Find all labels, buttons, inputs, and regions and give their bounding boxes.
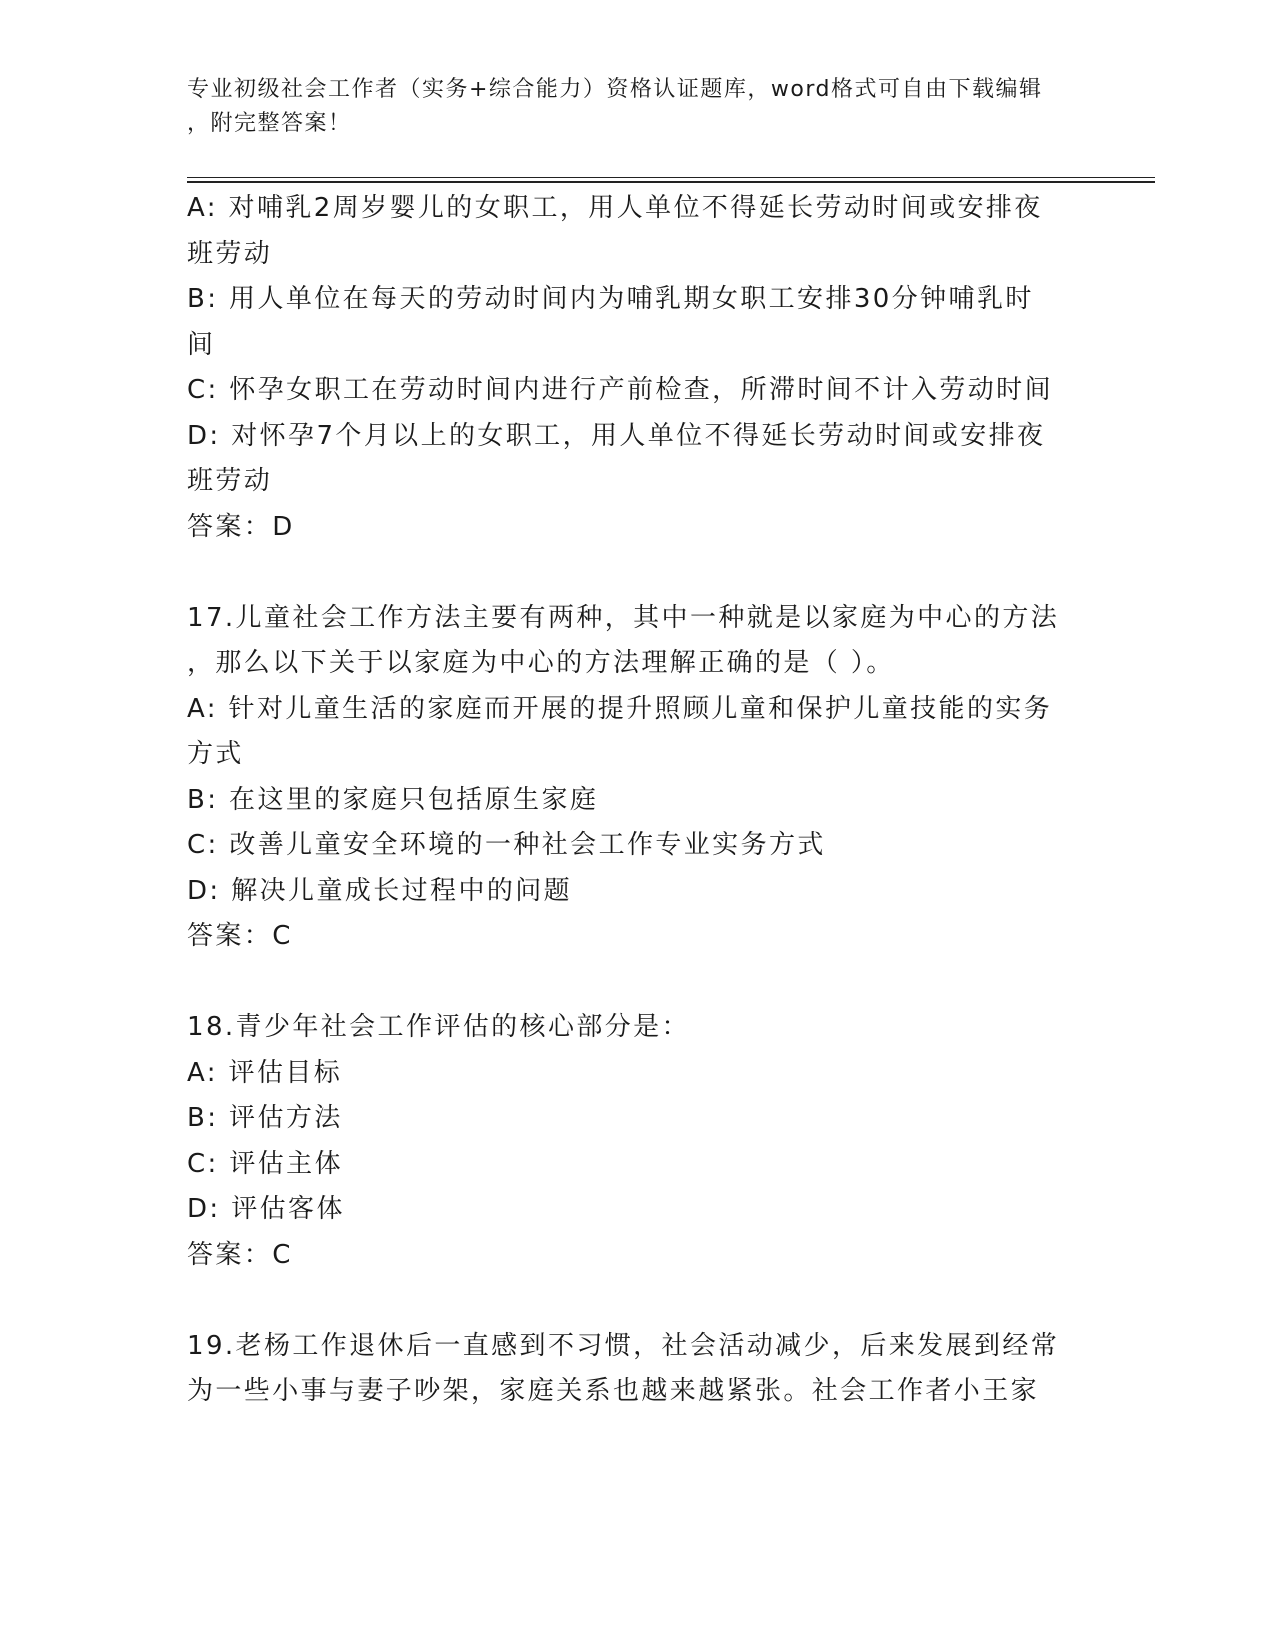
document-body — [187, 186, 1087, 1415]
question-19-block — [187, 1324, 1087, 1415]
q16-option-a-line-1: A: 对哺乳2周岁婴儿的女职工，用人单位不得延长劳动时间或安排夜 — [187, 193, 1043, 223]
header-title-line-2: ，附完整答案！ — [187, 111, 352, 136]
q16-answer: 答案：D — [187, 511, 295, 542]
q16-option-b-line-1: B: 用人单位在每天的劳动时间内为哺乳期女职工安排30分钟哺乳时 — [187, 284, 1034, 314]
spacer — [187, 1278, 1087, 1324]
q17-stem-line-1: 17.儿童社会工作方法主要有两种，其中一种就是以家庭为中心的方法 — [187, 602, 1060, 633]
q18-answer: 答案：C — [187, 1239, 293, 1270]
spacer — [187, 550, 1087, 596]
q17-option-c: C: 改善儿童安全环境的一种社会工作专业实务方式 — [187, 830, 826, 860]
q16-option-c: C: 怀孕女职工在劳动时间内进行产前检查，所滞时间不计入劳动时间 — [187, 375, 1053, 405]
question-18-block — [187, 1005, 1087, 1278]
q17-answer: 答案：C — [187, 921, 293, 951]
question-16-block — [187, 186, 1087, 550]
question-17-block — [187, 596, 1087, 960]
header-divider-thin — [187, 177, 1155, 178]
q18-option-a: A: 评估目标 — [187, 1057, 343, 1088]
q18-stem: 18.青少年社会工作评估的核心部分是： — [187, 1012, 690, 1042]
q18-option-d: D: 评估客体 — [187, 1194, 345, 1224]
q16-option-a-line-2: 班劳动 — [187, 238, 273, 269]
q17-stem-line-2: ，那么以下关于以家庭为中心的方法理解正确的是（ ）。 — [187, 648, 895, 678]
header-title-line-1: 专业初级社会工作者（实务+综合能力）资格认证题库，word格式可自由下载编辑 — [187, 77, 1043, 102]
q17-option-d: D: 解决儿童成长过程中的问题 — [187, 875, 573, 906]
q18-option-b: B: 评估方法 — [187, 1103, 343, 1133]
header-divider-thick — [187, 181, 1155, 183]
document-header — [187, 73, 1087, 141]
q19-stem-line-1: 19.老杨工作退休后一直感到不习惯，社会活动减少，后来发展到经常 — [187, 1330, 1060, 1361]
q16-option-d-line-2: 班劳动 — [187, 466, 273, 496]
q19-stem-line-2: 为一些小事与妻子吵架，家庭关系也越来越紧张。社会工作者小王家 — [187, 1376, 1040, 1406]
q17-option-b: B: 在这里的家庭只包括原生家庭 — [187, 784, 599, 815]
q17-option-a-line-1: A: 针对儿童生活的家庭而开展的提升照顾儿童和保护儿童技能的实务 — [187, 693, 1053, 724]
spacer — [187, 960, 1087, 1006]
q17-option-a-line-2: 方式 — [187, 739, 244, 769]
q16-option-d-line-1: D: 对怀孕7个月以上的女职工，用人单位不得延长劳动时间或安排夜 — [187, 420, 1046, 451]
q16-option-b-line-2: 间 — [187, 329, 216, 360]
q18-option-c: C: 评估主体 — [187, 1148, 343, 1179]
